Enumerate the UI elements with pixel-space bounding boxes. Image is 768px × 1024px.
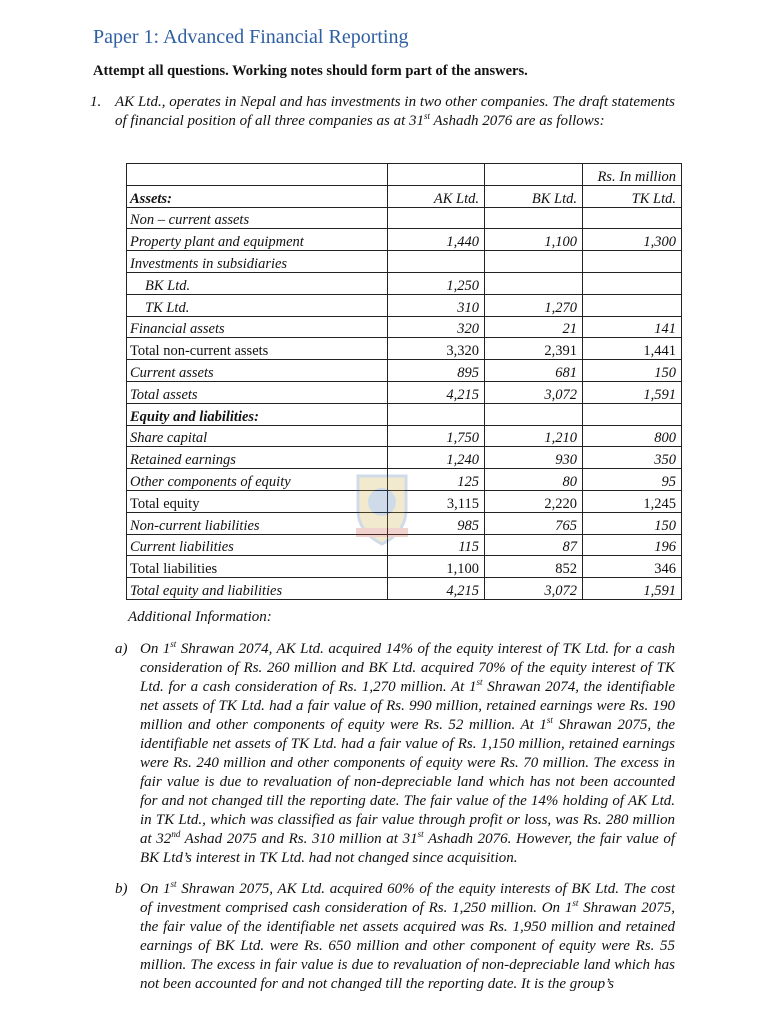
row-label: Equity and liabilities: <box>127 403 388 425</box>
table-cell: 350 <box>583 447 682 469</box>
row-label: Investments in subsidiaries <box>127 251 388 273</box>
table-cell <box>485 272 583 294</box>
table-cell: 1,750 <box>388 425 485 447</box>
table-cell: 80 <box>485 469 583 491</box>
table-cell: 196 <box>583 534 682 556</box>
table-cell: 1,245 <box>583 490 682 512</box>
table-cell: 1,591 <box>583 578 682 600</box>
assets-heading: Assets: <box>127 185 388 207</box>
table-cell: 800 <box>583 425 682 447</box>
row-label: Current assets <box>127 360 388 382</box>
table-cell <box>583 272 682 294</box>
row-label: Total assets <box>127 381 388 403</box>
table-cell: 320 <box>388 316 485 338</box>
ordinal-suffix: st <box>417 829 424 839</box>
table-cell: 1,210 <box>485 425 583 447</box>
table-cell: 1,300 <box>583 229 682 251</box>
table-cell: 150 <box>583 512 682 534</box>
paragraph-text: Shrawan 2074, the identifiable net assets of TK Ltd. had a fair value of Rs. 990 million, retained earnings were Rs. 190 million and other components of equity were Rs. 52 million. At 1 <box>140 679 675 733</box>
financial-position-table <box>126 163 682 600</box>
row-label: Total liabilities <box>127 556 388 578</box>
row-label: Current liabilities <box>127 534 388 556</box>
table-row <box>127 272 682 294</box>
ordinal-suffix: nd <box>171 829 181 839</box>
table-cell: 985 <box>388 512 485 534</box>
ordinal-suffix: st <box>476 677 483 687</box>
table-cell: 115 <box>388 534 485 556</box>
table-row <box>127 469 682 491</box>
table-row <box>127 338 682 360</box>
table-cell: 930 <box>485 447 583 469</box>
row-label: Non-current liabilities <box>127 512 388 534</box>
table-row <box>127 425 682 447</box>
row-label: Property plant and equipment <box>127 229 388 251</box>
table-cell: 895 <box>388 360 485 382</box>
question-number: 1. <box>90 94 102 110</box>
table-cell <box>127 164 388 186</box>
table-cell: 765 <box>485 512 583 534</box>
row-label: Total equity and liabilities <box>127 578 388 600</box>
table-cell: 681 <box>485 360 583 382</box>
table-cell: 2,220 <box>485 490 583 512</box>
paragraph-text: On 1 <box>140 641 171 657</box>
exam-instructions: Attempt all questions. Working notes should form part of the answers. <box>93 63 528 79</box>
ordinal-suffix: st <box>170 639 177 649</box>
table-cell <box>583 294 682 316</box>
column-header-bk: BK Ltd. <box>485 185 583 207</box>
paragraph-text: Shrawan 2075, AK Ltd. acquired 60% of the equity interests of BK Ltd. The cost of investment comprised cash consideration of Rs. 1,250 million. On 1 <box>140 881 675 916</box>
paragraph-b <box>115 880 675 994</box>
question-intro <box>90 93 675 130</box>
paragraph-text: Ashadh 2076. However, the fair value of BK Ltd’s interest in TK Ltd. had not changed since acquisition. <box>140 831 675 866</box>
table-cell: 1,441 <box>583 338 682 360</box>
table-cell <box>485 164 583 186</box>
unit-note: Rs. In million <box>583 164 682 186</box>
table-row <box>127 512 682 534</box>
row-label: TK Ltd. <box>127 294 388 316</box>
table-cell: 3,072 <box>485 381 583 403</box>
table-cell: 1,240 <box>388 447 485 469</box>
row-label: Total non-current assets <box>127 338 388 360</box>
table-cell: 346 <box>583 556 682 578</box>
table-cell <box>388 207 485 229</box>
table-row <box>127 403 682 425</box>
row-label: Total equity <box>127 490 388 512</box>
table-cell: 3,320 <box>388 338 485 360</box>
table-row <box>127 316 682 338</box>
table-cell <box>388 403 485 425</box>
table-cell: 150 <box>583 360 682 382</box>
table-cell: 1,100 <box>485 229 583 251</box>
table-cell: 2,391 <box>485 338 583 360</box>
table-cell: 1,440 <box>388 229 485 251</box>
column-header-ak: AK Ltd. <box>388 185 485 207</box>
row-label: Other components of equity <box>127 469 388 491</box>
paragraph-text: Ashad 2075 and Rs. 310 million at 31 <box>180 831 418 847</box>
table-unit-row <box>127 164 682 186</box>
table-cell <box>485 251 583 273</box>
paragraph-body <box>140 880 675 994</box>
table-cell: 87 <box>485 534 583 556</box>
table-cell <box>583 403 682 425</box>
page-title: Paper 1: Advanced Financial Reporting <box>93 26 409 48</box>
table-row <box>127 229 682 251</box>
paragraph-text: Shrawan 2074, AK Ltd. acquired 14% of the equity interest of TK Ltd. for a cash consideration of Rs. 260 million and BK Ltd. acquired 70% of the equity interest of TK Ltd. for a cash consideration of Rs. 1,270 million. At 1 <box>140 641 675 695</box>
table-cell: 4,215 <box>388 578 485 600</box>
table-cell: 1,270 <box>485 294 583 316</box>
column-header-tk: TK Ltd. <box>583 185 682 207</box>
row-label: Retained earnings <box>127 447 388 469</box>
paragraph-a <box>115 640 675 868</box>
table-row <box>127 490 682 512</box>
ordinal-suffix: st <box>572 898 579 908</box>
row-label: BK Ltd. <box>127 272 388 294</box>
ordinal-suffix: st <box>546 715 553 725</box>
table-cell <box>583 251 682 273</box>
table-cell <box>388 251 485 273</box>
question-text-sup: st <box>424 110 431 121</box>
table-cell: 1,250 <box>388 272 485 294</box>
paragraph-label: a) <box>115 641 128 657</box>
additional-info-heading: Additional Information: <box>128 609 272 625</box>
table-cell: 1,100 <box>388 556 485 578</box>
question-text-part: Ashadh 2076 are as follows: <box>430 112 605 129</box>
table-cell: 3,072 <box>485 578 583 600</box>
table-cell: 141 <box>583 316 682 338</box>
paragraph-label: b) <box>115 881 128 897</box>
table-row <box>127 251 682 273</box>
table-cell: 21 <box>485 316 583 338</box>
paragraph-text: On 1 <box>140 881 171 897</box>
table-row <box>127 294 682 316</box>
table-row <box>127 556 682 578</box>
table-row <box>127 447 682 469</box>
table-cell: 1,591 <box>583 381 682 403</box>
table-cell: 95 <box>583 469 682 491</box>
paragraph-body <box>140 640 675 868</box>
table-cell <box>388 164 485 186</box>
table-cell <box>485 207 583 229</box>
table-cell <box>583 207 682 229</box>
paragraph-text: Shrawan 2075, the identifiable net assets of TK Ltd. had a fair value of Rs. 1,150 million, retained earnings were Rs. 240 million and other components of equity were Rs. 70 million. The excess in fair value is due to revaluation of non-depreciable land which has not been accounted for and not changed till the reporting date. The fair value of the 14% holding of AK Ltd. in TK Ltd., which was classified as fair value through profit or loss, was Rs. 280 million at 32 <box>140 717 675 847</box>
row-label: Non – current assets <box>127 207 388 229</box>
table-row <box>127 578 682 600</box>
table-row <box>127 360 682 382</box>
table-cell: 3,115 <box>388 490 485 512</box>
table-header-row <box>127 185 682 207</box>
table-cell: 310 <box>388 294 485 316</box>
row-label: Financial assets <box>127 316 388 338</box>
ordinal-suffix: st <box>170 879 177 889</box>
paragraph-text: Shrawan 2075, the fair value of the identifiable net assets acquired was Rs. 1,950 million and retained earnings of BK Ltd. were Rs. 650 million and other component of equity were Rs. 55 million. The excess in fair value is due to revaluation of non-depreciable land which has not been accounted for and not changed till the reporting date. It is the group’s <box>140 900 676 992</box>
table-row <box>127 207 682 229</box>
table-cell: 125 <box>388 469 485 491</box>
table-row <box>127 381 682 403</box>
table-cell: 852 <box>485 556 583 578</box>
table-cell <box>485 403 583 425</box>
question-text <box>115 93 675 130</box>
table-row <box>127 534 682 556</box>
question-text-part: AK Ltd., operates in Nepal and has investments in two other companies. The draft statements of financial position of all three companies as at 31 <box>115 94 675 129</box>
table-cell: 4,215 <box>388 381 485 403</box>
row-label: Share capital <box>127 425 388 447</box>
